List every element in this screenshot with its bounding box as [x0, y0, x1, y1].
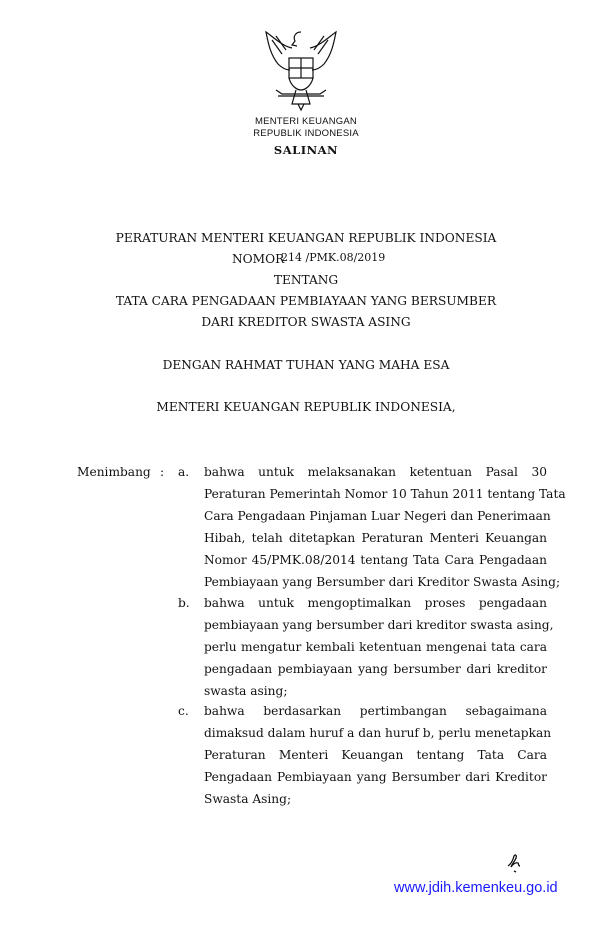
text-line: swasta asing;: [204, 684, 288, 698]
text-line: bahwa untuk mengoptimalkan proses pengadaan: [204, 596, 547, 610]
text-line: Cara Pengadaan Pinjaman Luar Negeri dan Penerimaan: [204, 509, 551, 523]
nomor-value: 214 /PMK.08/2019: [281, 251, 386, 264]
garuda-emblem: [262, 28, 340, 116]
text-line: dimaksud dalam huruf a dan huruf b, perlu menetapkan: [204, 726, 552, 740]
item-mark: b.: [178, 596, 190, 610]
authority: MENTERI KEUANGAN REPUBLIK INDONESIA,: [156, 400, 456, 414]
text-line: Pengadaan Pembiayaan yang Bersumber dari Kreditor: [204, 770, 547, 784]
subject-line-2: DARI KREDITOR SWASTA ASING: [201, 315, 411, 329]
text-line: Pembiayaan yang Bersumber dari Kreditor Swasta Asing;: [204, 575, 561, 589]
text-line: perlu mengatur kembali ketentuan mengenai tata cara: [204, 640, 547, 654]
menimbang-colon: :: [160, 465, 165, 479]
item-mark: c.: [178, 704, 189, 718]
org-line-1: MENTERI KEUANGAN: [255, 116, 357, 127]
regulation-title: PERATURAN MENTERI KEUANGAN REPUBLIK INDONESIA: [115, 231, 497, 245]
salinan-stamp: SALINAN: [273, 143, 339, 157]
text-line: Hibah, telah ditetapkan Peraturan Menteri Keuangan: [204, 531, 547, 545]
invocation: DENGAN RAHMAT TUHAN YANG MAHA ESA: [162, 358, 450, 372]
tentang-heading: TENTANG: [273, 273, 339, 287]
text-line: Peraturan Pemerintah Nomor 10 Tahun 2011 tentang Tata: [204, 487, 566, 501]
text-line: bahwa berdasarkan pertimbangan sebagaimana: [204, 704, 547, 718]
menimbang-label: Menimbang: [77, 465, 151, 479]
subject-line-1: TATA CARA PENGADAAN PEMBIAYAAN YANG BERSUMBER: [115, 294, 497, 308]
text-line: Nomor 45/PMK.08/2014 tentang Tata Cara Pengadaan: [204, 553, 547, 567]
text-line: Swasta Asing;: [204, 792, 292, 806]
jdih-website-link[interactable]: www.jdih.kemenkeu.go.id: [394, 880, 558, 896]
item-mark: a.: [178, 465, 190, 479]
text-line: pembiayaan yang bersumber dari kreditor swasta asing,: [204, 618, 554, 632]
text-line: pengadaan pembiayaan yang bersumber dari kreditor: [204, 662, 547, 676]
initial-signature: [505, 852, 527, 874]
nomor-label: NOMOR: [232, 252, 285, 266]
org-line-2: REPUBLIK INDONESIA: [253, 128, 359, 139]
text-line: bahwa untuk melaksanakan ketentuan Pasal 30: [204, 465, 547, 479]
text-line: Peraturan Menteri Keuangan tentang Tata Cara: [204, 748, 547, 762]
